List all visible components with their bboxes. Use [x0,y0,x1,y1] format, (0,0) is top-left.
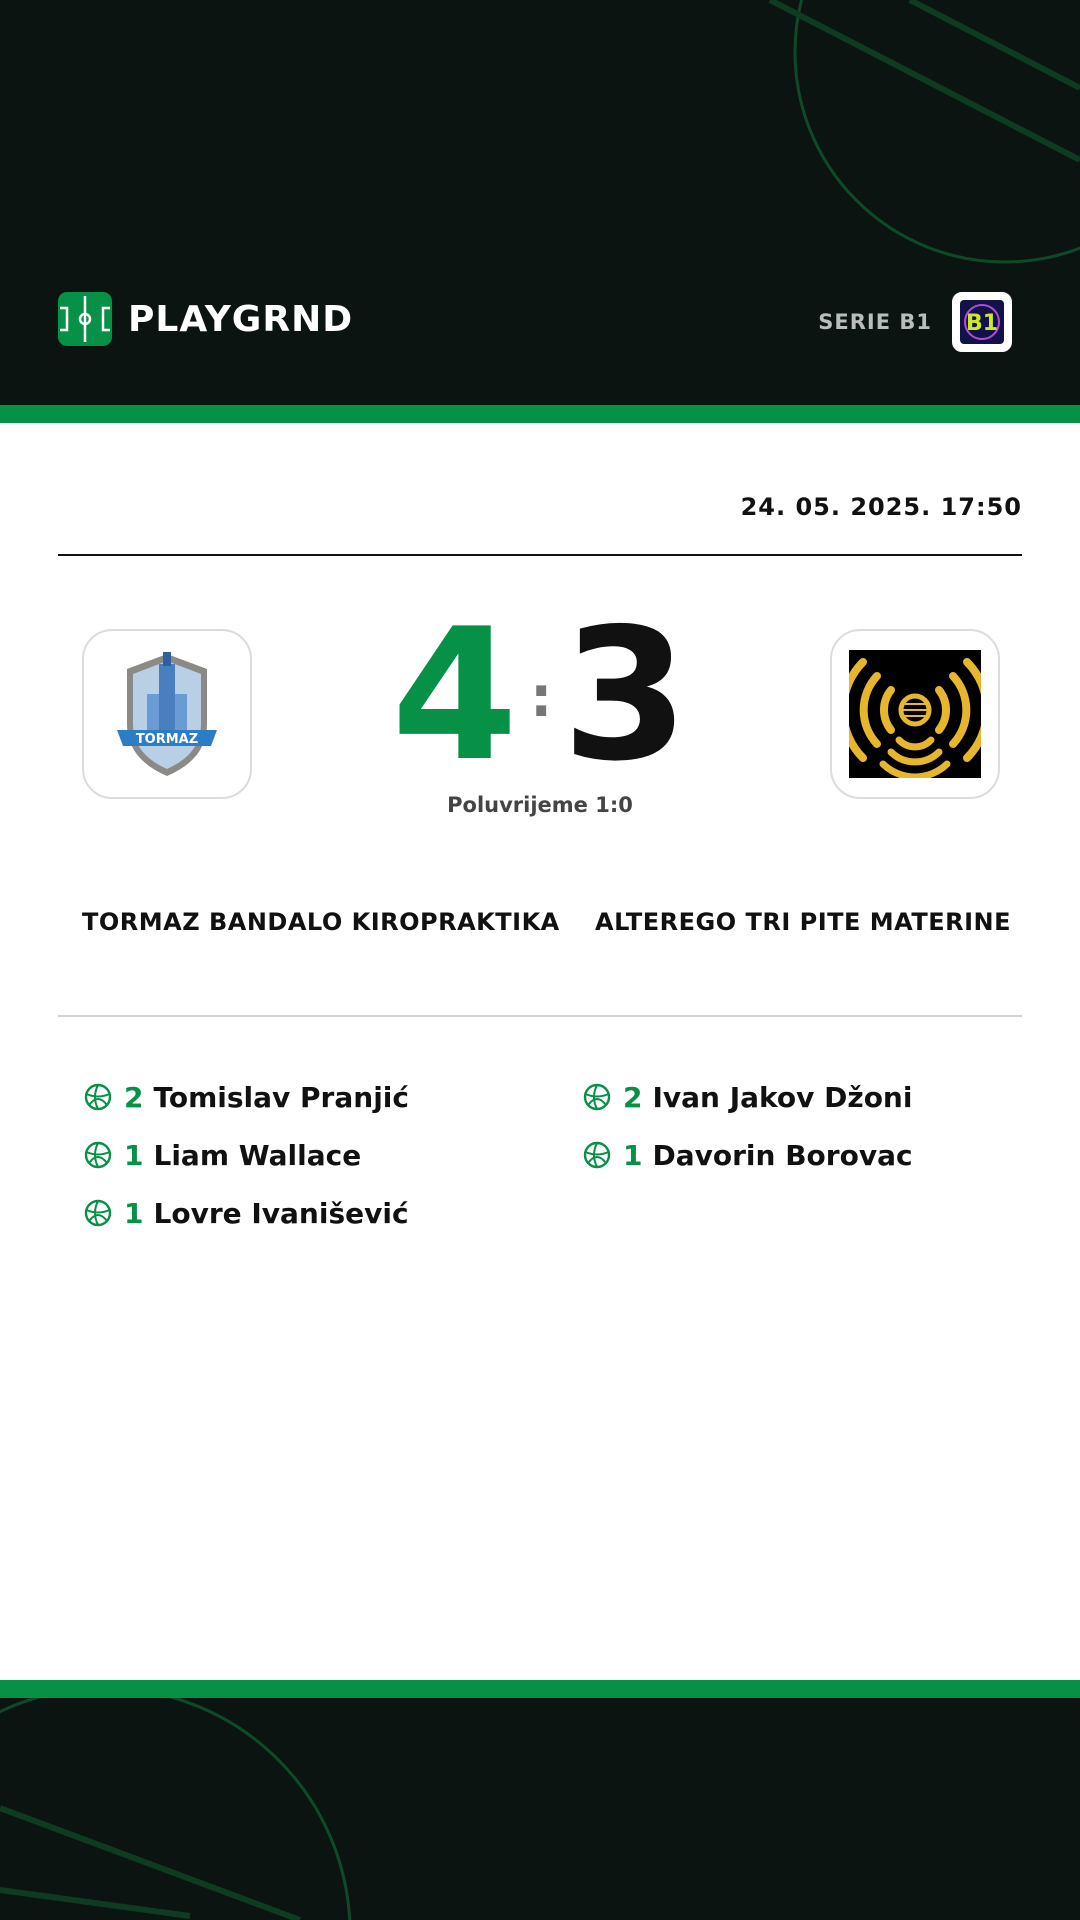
pitch-icon [58,292,112,346]
home-score: 4 [391,589,518,801]
goal-count: 2 [623,1080,643,1114]
ball-icon [583,1141,611,1169]
scorer-row [583,1126,913,1184]
scorer-row [583,1068,913,1126]
scorer-row [84,1068,409,1126]
home-logo-text: TORMAZ [135,732,199,747]
home-crest [107,644,227,784]
halftime-score: Poluvrijeme 1:0 [447,793,633,817]
league-badge [952,292,1012,352]
scorer-row [84,1126,409,1184]
accent-bar-top [0,405,1080,423]
footer-decoration [0,1698,1080,1920]
score-separator: : [530,665,553,730]
league-badge-text: B1 [965,311,999,336]
ball-icon [84,1199,112,1227]
player-name[interactable]: Tomislav Pranjić [153,1080,409,1114]
scorer-row [84,1184,409,1242]
away-crest [849,650,981,778]
brand[interactable] [58,292,353,346]
league[interactable] [818,292,1012,352]
away-scorers [583,1068,913,1184]
divider-light [58,1015,1022,1017]
goal-count: 1 [623,1138,643,1172]
home-team-logo[interactable] [82,629,252,799]
header [0,0,1080,405]
footer [0,1698,1080,1920]
ball-icon [84,1083,112,1111]
player-name[interactable]: Liam Wallace [153,1138,362,1172]
accent-bar-bottom [0,1680,1080,1698]
home-team-name[interactable]: TORMAZ BANDALO KIROPRAKTIKA [82,908,560,936]
player-name[interactable]: Ivan Jakov Džoni [652,1080,913,1114]
brand-name: PLAYGRND [128,298,354,340]
goal-count: 1 [124,1196,144,1230]
divider [58,554,1022,556]
ball-icon [84,1141,112,1169]
player-name[interactable]: Lovre Ivanišević [153,1196,409,1230]
home-scorers [84,1068,409,1242]
match-datetime: 24. 05. 2025. 17:50 [740,493,1022,521]
away-score: 3 [562,589,689,801]
goal-count: 1 [124,1138,144,1172]
away-team-name[interactable]: ALTEREGO TRI PITE MATERINE [595,908,1012,936]
ball-icon [583,1083,611,1111]
scoreboard [340,589,740,801]
away-team-logo[interactable] [830,629,1000,799]
goal-count: 2 [124,1080,144,1114]
league-name: SERIE B1 [818,310,932,334]
player-name[interactable]: Davorin Borovac [652,1138,913,1172]
